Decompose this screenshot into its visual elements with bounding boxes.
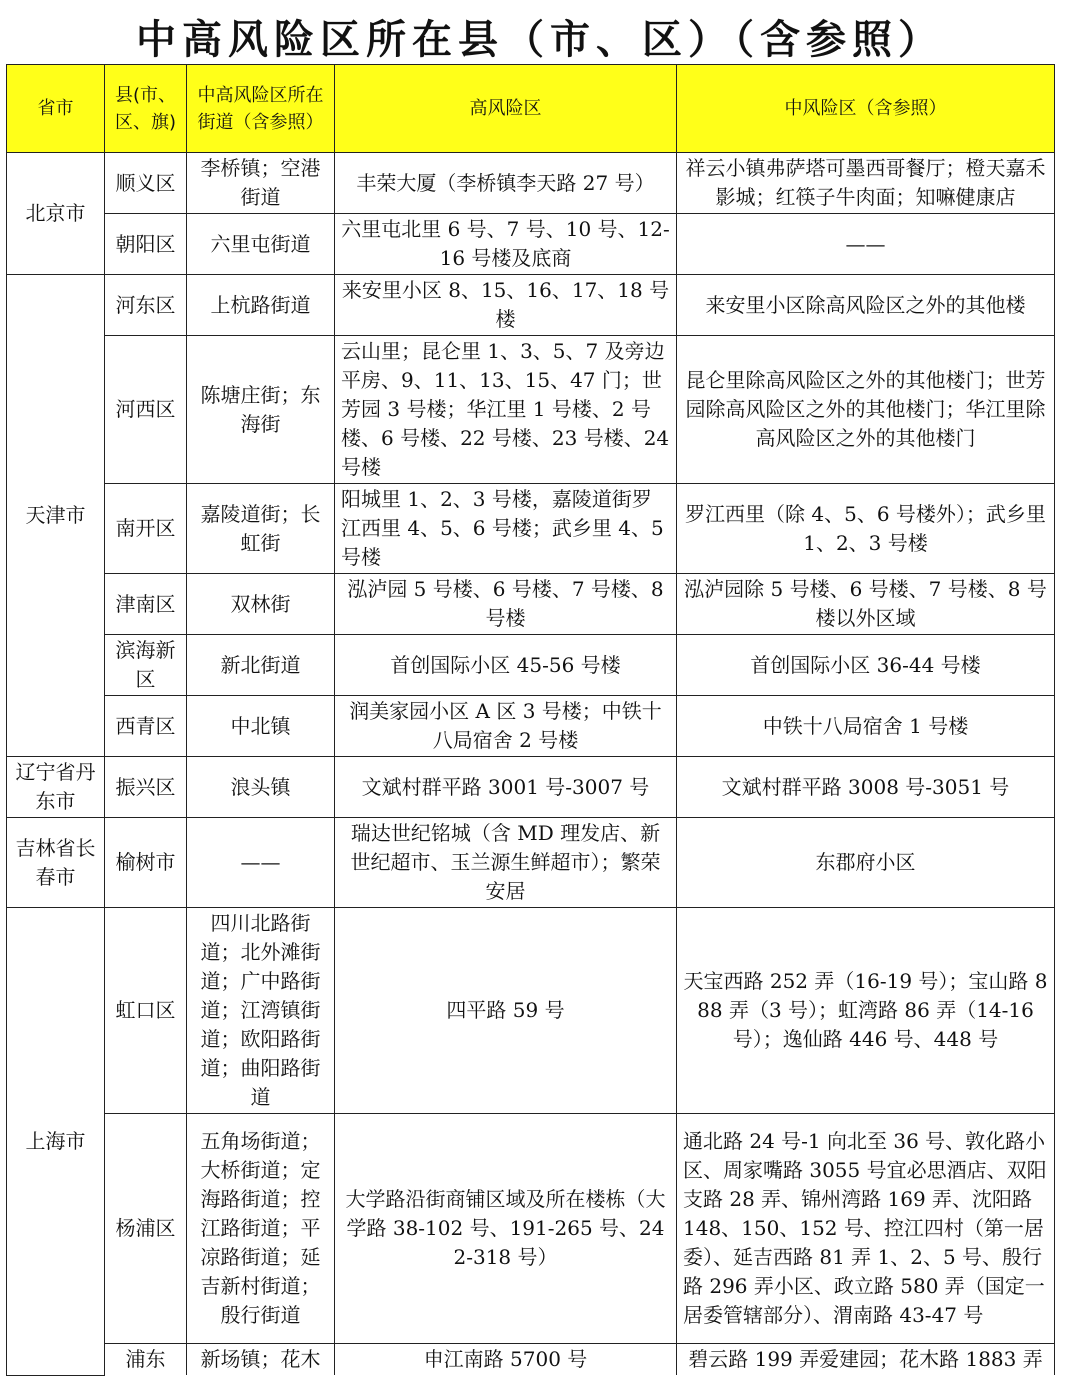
street-cell: —— <box>187 818 335 908</box>
county-cell: 杨浦区 <box>105 1114 187 1344</box>
mid-risk-cell: 东郡府小区 <box>677 818 1055 908</box>
high-risk-cell: 云山里；昆仑里 1、3、5、7 及旁边平房、9、11、13、15、47 门；世芳园 3 号楼；华江里 1 号楼、2 号楼、6 号楼、22 号楼、23 号楼、24 号楼 <box>335 336 677 484</box>
table-header-row <box>7 65 1055 153</box>
table-row <box>7 696 1055 757</box>
mid-risk-cell: 昆仑里除高风险区之外的其他楼门；世芳园除高风险区之外的其他楼门；华江里除高风险区之外的其他楼门 <box>677 336 1055 484</box>
mid-risk-cell: 天宝西路 252 弄（16-19 号）；宝山路 888 弄（3 号）；虹湾路 86 弄（14-16 号）；逸仙路 446 号、448 号 <box>677 908 1055 1114</box>
county-cell: 顺义区 <box>105 153 187 214</box>
county-cell: 河西区 <box>105 336 187 484</box>
street-cell: 五角场街道；大桥街道；定海路街道；控江路街道；平凉路街道；延吉新村街道；殷行街道 <box>187 1114 335 1344</box>
table-row <box>7 214 1055 275</box>
county-cell: 浦东 <box>105 1344 187 1376</box>
county-cell: 西青区 <box>105 696 187 757</box>
street-cell: 四川北路街道；北外滩街道；广中路街道；江湾镇街道；欧阳路街道；曲阳路街道 <box>187 908 335 1114</box>
header-street: 中高风险区所在街道（含参照） <box>187 65 335 153</box>
street-cell: 新北街道 <box>187 635 335 696</box>
header-mid-risk: 中风险区（含参照） <box>677 65 1055 153</box>
county-cell: 南开区 <box>105 484 187 574</box>
table-row <box>7 153 1055 214</box>
table-row <box>7 275 1055 336</box>
mid-risk-cell: 首创国际小区 36-44 号楼 <box>677 635 1055 696</box>
header-province: 省市 <box>7 65 105 153</box>
county-cell: 虹口区 <box>105 908 187 1114</box>
table-row <box>7 818 1055 908</box>
high-risk-cell: 大学路沿街商铺区域及所在楼栋（大学路 38-102 号、191-265 号、242-318 号） <box>335 1114 677 1344</box>
risk-area-table <box>6 64 1055 1376</box>
street-cell: 上杭路街道 <box>187 275 335 336</box>
mid-risk-cell: 罗江西里（除 4、5、6 号楼外）；武乡里 1、2、3 号楼 <box>677 484 1055 574</box>
high-risk-cell: 文斌村群平路 3001 号-3007 号 <box>335 757 677 818</box>
high-risk-cell: 丰荣大厦（李桥镇李天路 27 号） <box>335 153 677 214</box>
street-cell: 嘉陵道街；长虹街 <box>187 484 335 574</box>
mid-risk-cell: 通北路 24 号-1 向北至 36 号、敦化路小区、周家嘴路 3055 号宜必思酒店、双阳支路 28 弄、锦州湾路 169 弄、沈阳路 148、150、152 号、控江四村（第一居委）、延吉西路 81 弄 1、2、5 号、殷行路 296 弄小区、政立路 580 弄（国定一居委管辖部分）、渭南路 43-47 号 <box>677 1114 1055 1344</box>
header-county: 县(市、区、旗) <box>105 65 187 153</box>
high-risk-cell: 瑞达世纪铭城（含 MD 理发店、新世纪超市、玉兰源生鲜超市）；繁荣安居 <box>335 818 677 908</box>
table-row <box>7 1114 1055 1344</box>
table-row <box>7 1344 1055 1376</box>
high-risk-cell: 四平路 59 号 <box>335 908 677 1114</box>
high-risk-cell: 阳城里 1、2、3 号楼，嘉陵道街罗江西里 4、5、6 号楼；武乡里 4、5 号楼 <box>335 484 677 574</box>
province-cell: 上海市 <box>7 908 105 1376</box>
county-cell: 朝阳区 <box>105 214 187 275</box>
county-cell: 振兴区 <box>105 757 187 818</box>
county-cell: 滨海新区 <box>105 635 187 696</box>
street-cell: 新场镇；花木 <box>187 1344 335 1376</box>
street-cell: 李桥镇；空港街道 <box>187 153 335 214</box>
mid-risk-cell: 中铁十八局宿舍 1 号楼 <box>677 696 1055 757</box>
county-cell: 津南区 <box>105 574 187 635</box>
high-risk-cell: 润美家园小区 A 区 3 号楼；中铁十八局宿舍 2 号楼 <box>335 696 677 757</box>
mid-risk-cell: 文斌村群平路 3008 号-3051 号 <box>677 757 1055 818</box>
table-row <box>7 484 1055 574</box>
high-risk-cell: 泓泸园 5 号楼、6 号楼、7 号楼、8 号楼 <box>335 574 677 635</box>
county-cell: 河东区 <box>105 275 187 336</box>
street-cell: 中北镇 <box>187 696 335 757</box>
high-risk-cell: 申江南路 5700 号 <box>335 1344 677 1376</box>
high-risk-cell: 来安里小区 8、15、16、17、18 号楼 <box>335 275 677 336</box>
table-row <box>7 574 1055 635</box>
province-cell: 北京市 <box>7 153 105 275</box>
table-row <box>7 635 1055 696</box>
mid-risk-cell: 祥云小镇弗萨塔可墨西哥餐厅；橙天嘉禾影城；红筷子牛肉面；知嘛健康店 <box>677 153 1055 214</box>
mid-risk-cell: 泓泸园除 5 号楼、6 号楼、7 号楼、8 号楼以外区域 <box>677 574 1055 635</box>
street-cell: 陈塘庄街；东海街 <box>187 336 335 484</box>
street-cell: 六里屯街道 <box>187 214 335 275</box>
table-row <box>7 757 1055 818</box>
street-cell: 双林街 <box>187 574 335 635</box>
street-cell: 浪头镇 <box>187 757 335 818</box>
province-cell: 吉林省长春市 <box>7 818 105 908</box>
mid-risk-cell: —— <box>677 214 1055 275</box>
county-cell: 榆树市 <box>105 818 187 908</box>
page-title: 中高风险区所在县（市、区）（含参照） <box>136 17 944 63</box>
high-risk-cell: 首创国际小区 45-56 号楼 <box>335 635 677 696</box>
mid-risk-cell: 碧云路 199 弄爱建园；花木路 1883 弄 <box>677 1344 1055 1376</box>
high-risk-cell: 六里屯北里 6 号、7 号、10 号、12-16 号楼及底商 <box>335 214 677 275</box>
table-row <box>7 336 1055 484</box>
province-cell: 辽宁省丹东市 <box>7 757 105 818</box>
table-row <box>7 908 1055 1114</box>
province-cell: 天津市 <box>7 275 105 757</box>
header-high-risk: 高风险区 <box>335 65 677 153</box>
mid-risk-cell: 来安里小区除高风险区之外的其他楼 <box>677 275 1055 336</box>
